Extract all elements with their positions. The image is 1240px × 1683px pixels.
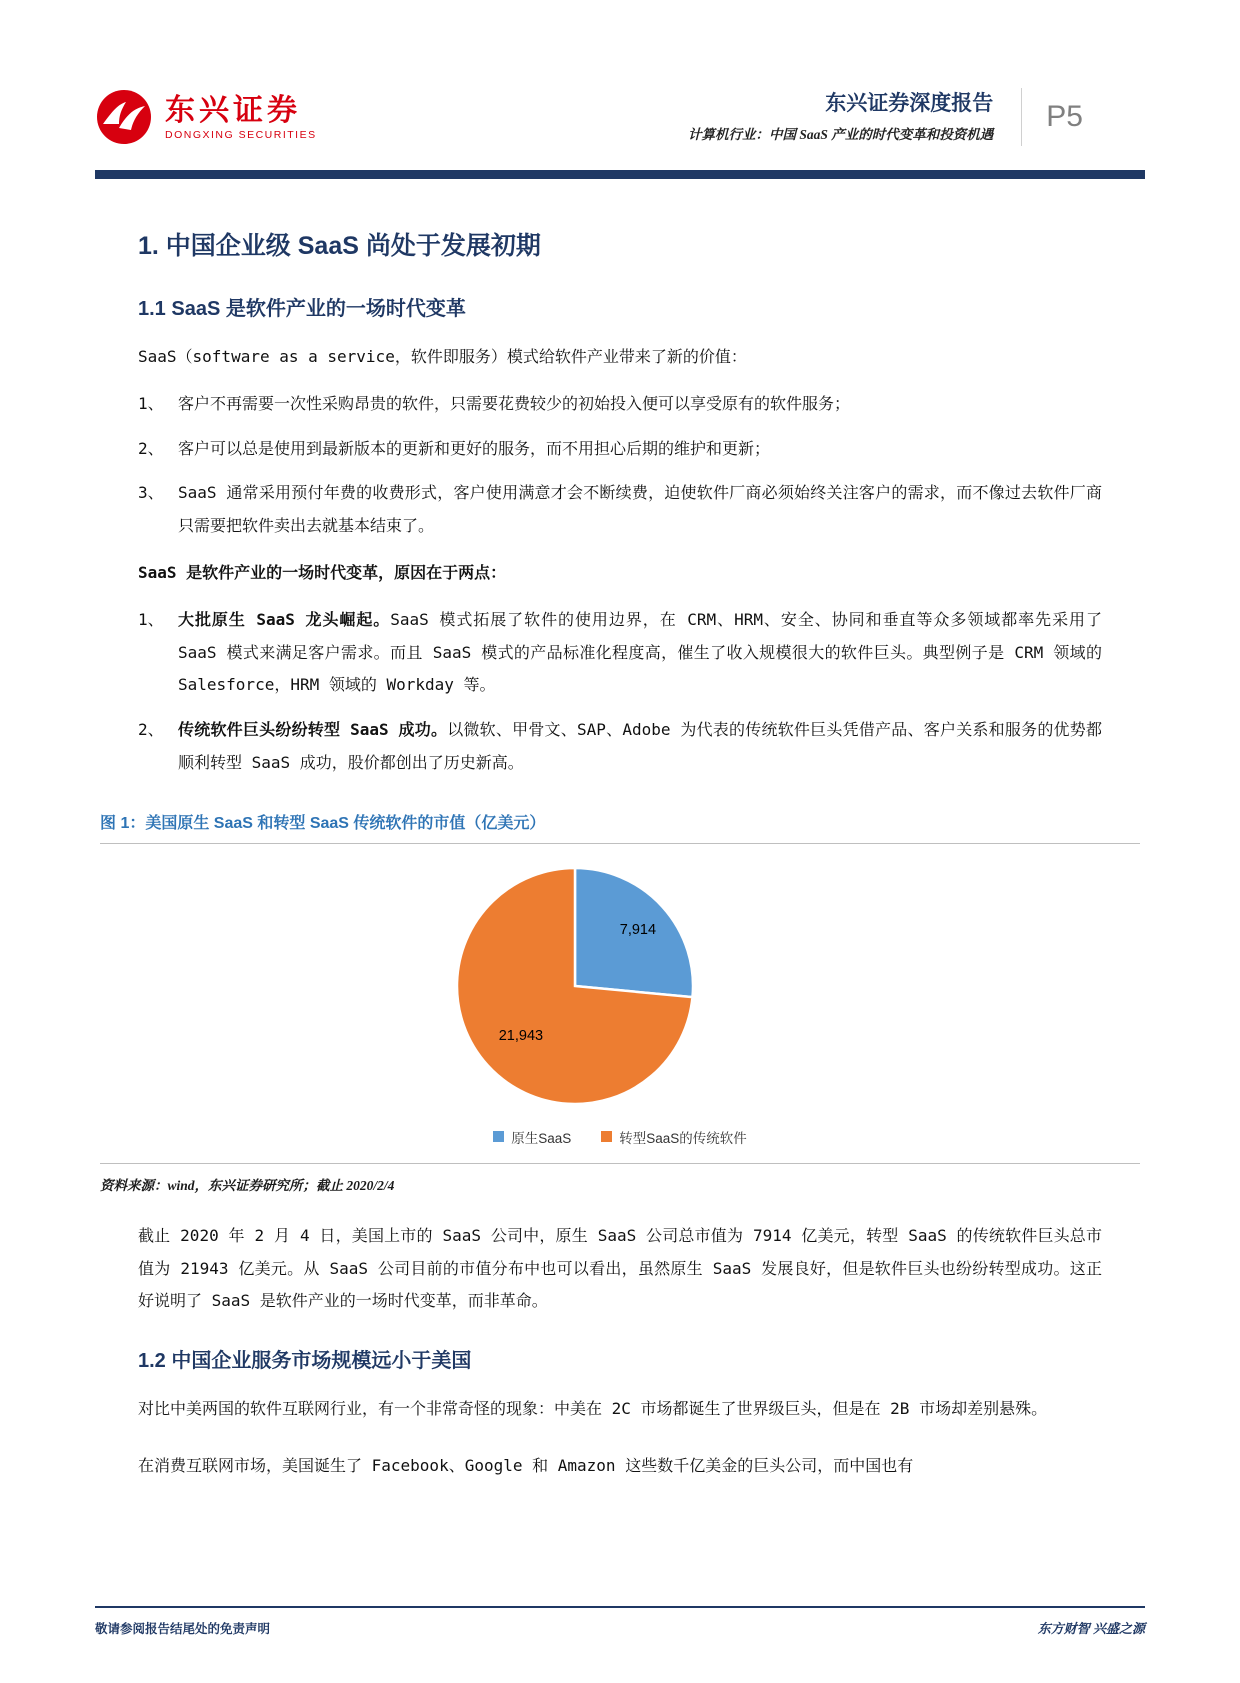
pie-value-label-0: 7,914 bbox=[619, 921, 657, 938]
point-body: 以微软、甲骨文、SAP、Adobe 为代表的传统软件巨头凭借产品、客户关系和服务的优势都顺利转型 SaaS 成功，股价都创出了历史新高。 bbox=[178, 720, 1102, 772]
point-body: SaaS 模式拓展了软件的使用边界，在 CRM、HRM、安全、协同和垂直等众多领域都率先采用了 SaaS 模式来满足客户需求。而且 SaaS 模式的产品标准化程度高，催生了收入规模很大的软件巨头。典型例子是 CRM 领域的 Salesforce，HRM 领域的 Workday 等。 bbox=[178, 609, 1102, 695]
legend-item bbox=[601, 1127, 747, 1147]
point-lead: 大批原生 SaaS 龙头崛起。 bbox=[178, 609, 391, 629]
company-logo bbox=[95, 88, 317, 146]
list-item-number: 1、 bbox=[138, 393, 164, 413]
point-number: 2、 bbox=[138, 720, 164, 740]
list-item-text: 客户可以总是使用到最新版本的更新和更好的服务，而不用担心后期的维护和更新； bbox=[178, 438, 771, 458]
list-item bbox=[138, 433, 1102, 466]
list-item bbox=[138, 388, 1102, 421]
point-lead: 传统软件巨头纷纷转型 SaaS 成功。 bbox=[178, 720, 448, 740]
point-text bbox=[178, 604, 1102, 702]
dongxing-logo-icon bbox=[95, 88, 153, 146]
subsection-heading-1-2: 1.2 中国企业服务市场规模远小于美国 bbox=[138, 1350, 472, 1373]
legend-label: 原生SaaS bbox=[511, 1130, 572, 1146]
list-item-text: SaaS 通常采用预付年费的收费形式，客户使用满意才会不断续费，迫使软件厂商必须始终关注客户的需求，而不像过去软件厂商只需要把软件卖出去就基本结束了。 bbox=[178, 483, 1102, 536]
figure-bottom-rule bbox=[100, 1163, 1140, 1164]
legend-swatch-blue bbox=[493, 1131, 504, 1142]
body-paragraph: 截止 2020 年 2 月 4 日，美国上市的 SaaS 公司中，原生 SaaS 公司总市值为 7914 亿美元，转型 SaaS 的传统软件巨头总市值为 21943 亿美元。从 SaaS 公司目前的市值分布中也可以看出，虽然原生 SaaS 发展良好，但是软件巨头也纷纷转型成功。这正好说明了 SaaS 是软件产业的一场时代变革，而非革命。 bbox=[138, 1225, 1102, 1311]
point-item bbox=[138, 604, 1102, 702]
main-content bbox=[100, 200, 1140, 1497]
figure-title: 图 1：美国原生 SaaS 和转型 SaaS 传统软件的市值（亿美元） bbox=[100, 814, 546, 832]
pie-chart-area bbox=[100, 844, 1140, 1163]
header-report-info bbox=[688, 88, 993, 143]
legend-swatch-orange bbox=[601, 1131, 612, 1142]
page-number-box bbox=[1021, 88, 1083, 146]
footer-slogan: 东方财智 兴盛之源 bbox=[1037, 1621, 1145, 1636]
body-paragraph: SaaS（software as a service，软件即服务）模式给软件产业带来了新的价值： bbox=[138, 347, 747, 366]
legend-item bbox=[493, 1127, 571, 1147]
list-item-text: 客户不再需要一次性采购昂贵的软件，只需要花费较少的初始投入便可以享受原有的软件服务； bbox=[178, 393, 851, 413]
logo-text bbox=[165, 94, 317, 141]
pie-value-label-1: 21,943 bbox=[498, 1027, 544, 1044]
list-item-number: 2、 bbox=[138, 438, 164, 458]
body-paragraph: 对比中美两国的软件互联网行业，有一个非常奇怪的现象：中美在 2C 市场都诞生了世界级巨头，但是在 2B 市场却差别悬殊。 bbox=[138, 1399, 1048, 1419]
subsection-heading-1-1: 1.1 SaaS 是软件产业的一场时代变革 bbox=[138, 298, 466, 320]
legend-label: 转型SaaS的传统软件 bbox=[619, 1130, 747, 1146]
page-footer bbox=[95, 1606, 1145, 1637]
point-item bbox=[138, 714, 1102, 780]
report-subtitle: 计算机行业：中国 SaaS 产业的时代变革和投资机遇 bbox=[688, 127, 994, 143]
section-heading-1: 1. 中国企业级 SaaS 尚处于发展初期 bbox=[138, 232, 541, 260]
header-divider-bar bbox=[95, 170, 1145, 179]
logo-cn: 东兴证券 bbox=[165, 93, 301, 127]
footer-disclaimer: 敬请参阅报告结尾处的免责声明 bbox=[95, 1621, 271, 1636]
page-header bbox=[95, 88, 1145, 146]
point-text bbox=[178, 714, 1102, 780]
figure-1 bbox=[100, 810, 1140, 1194]
page-number: P5 bbox=[1046, 100, 1083, 133]
list-item-number: 3、 bbox=[138, 483, 164, 503]
logo-en: DONGXING SECURITIES bbox=[165, 128, 317, 141]
body-paragraph: 在消费互联网市场，美国诞生了 Facebook、Google 和 Amazon 这些数千亿美金的巨头公司，而中国也有 bbox=[138, 1455, 914, 1475]
bold-statement: SaaS 是软件产业的一场时代变革，原因在于两点： bbox=[138, 562, 507, 582]
chart-legend bbox=[100, 1127, 1140, 1147]
point-number: 1、 bbox=[138, 609, 164, 629]
pie-chart-svg bbox=[100, 852, 1140, 1120]
figure-source-note: 资料来源：wind，东兴证券研究所；截止 2020/2/4 bbox=[100, 1177, 395, 1193]
list-item bbox=[138, 477, 1102, 543]
report-type-title: 东兴证券深度报告 bbox=[825, 92, 994, 115]
